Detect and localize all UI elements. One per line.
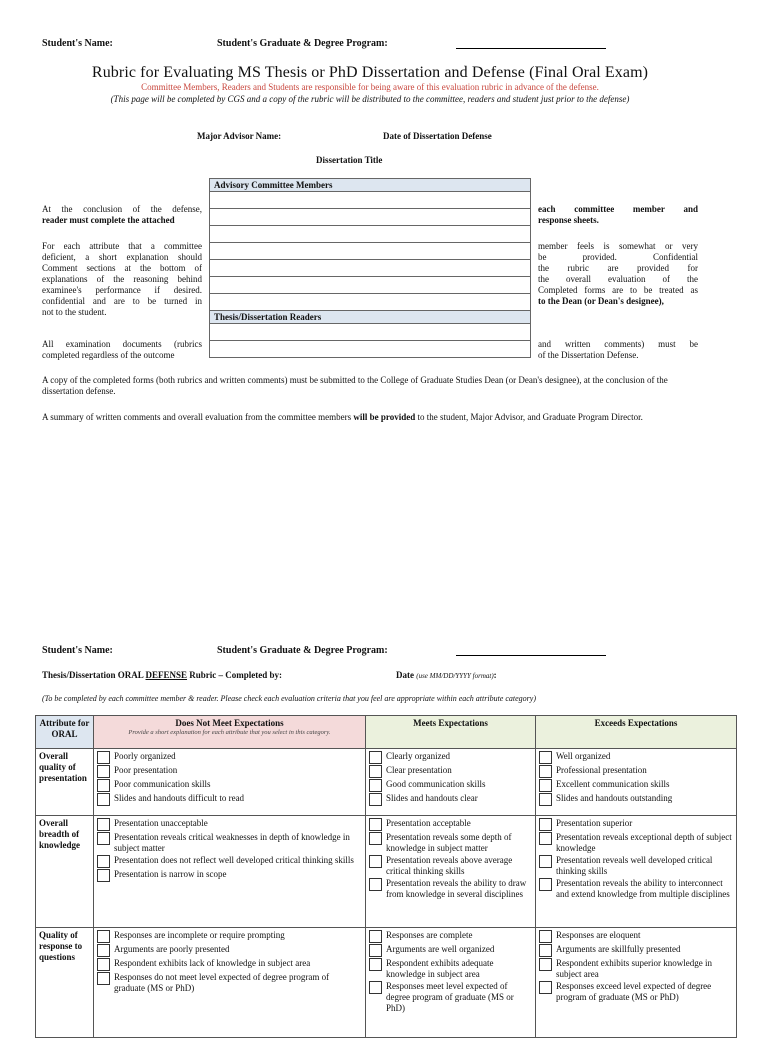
committee-member-field[interactable] xyxy=(210,294,531,311)
program-line[interactable] xyxy=(456,48,606,49)
criteria-label: Clearly organized xyxy=(386,751,451,761)
criteria-item xyxy=(369,981,532,1014)
criteria-checkbox[interactable] xyxy=(97,855,110,868)
criteria-item xyxy=(369,751,532,764)
criteria-label: Presentation reveals critical weaknesses in depth of knowledge in subject matter xyxy=(114,832,350,853)
committee-member-field[interactable] xyxy=(210,243,531,260)
criteria-label: Good communication skills xyxy=(386,779,486,789)
attribute-label: Overall quality of presentation xyxy=(36,749,94,816)
criteria-item xyxy=(369,818,532,831)
criteria-label: Responses are incomplete or require prompting xyxy=(114,930,285,940)
notice-red: Committee Members, Readers and Students are responsible for being aware of this evaluation rubric in advance of the defense. xyxy=(141,82,599,92)
rubric-cell-meets xyxy=(366,749,536,816)
criteria-label: Responses exceed level expected of degree program of graduate (MS or PhD) xyxy=(556,981,712,1002)
rubric-title: Thesis/Dissertation ORAL DEFENSE Rubric – Completed by: xyxy=(42,670,283,680)
criteria-item xyxy=(369,765,532,778)
defense-date-label: Date of Dissertation Defense xyxy=(383,131,492,141)
criteria-item xyxy=(97,779,362,792)
criteria-checkbox[interactable] xyxy=(539,855,552,868)
para-5: A summary of written comments and overall evaluation from the committee members will be provided to the student, Major Advisor, and Graduate Program Director. xyxy=(42,412,643,422)
committee-member-field[interactable] xyxy=(210,192,531,209)
criteria-checkbox[interactable] xyxy=(97,818,110,831)
rubric-cell-meets xyxy=(366,816,536,928)
criteria-checkbox[interactable] xyxy=(369,818,382,831)
committee-member-field[interactable] xyxy=(210,226,531,243)
criteria-item xyxy=(539,855,733,877)
rubric-row xyxy=(36,749,737,816)
criteria-item xyxy=(369,779,532,792)
header-does-not-meet: Does Not Meet Expectations Provide a short explanation for each attribute that you select in this category. xyxy=(94,716,366,749)
reader-field[interactable] xyxy=(210,324,531,341)
rubric-cell-dnm xyxy=(94,816,366,928)
committee-member-field[interactable] xyxy=(210,260,531,277)
right-para-1: each committee member and response sheets. xyxy=(538,204,698,225)
rubric-cell-exceeds xyxy=(536,928,737,1038)
committee-member-field[interactable] xyxy=(210,277,531,294)
criteria-label: Slides and handouts difficult to read xyxy=(114,793,245,803)
criteria-label: Poor presentation xyxy=(114,765,178,775)
criteria-label: Presentation reveals above average critical thinking skills xyxy=(386,855,513,876)
criteria-checkbox[interactable] xyxy=(539,832,552,845)
attribute-label: Overall breadth of knowledge xyxy=(36,816,94,928)
criteria-checkbox[interactable] xyxy=(97,958,110,971)
criteria-item xyxy=(369,855,532,877)
criteria-checkbox[interactable] xyxy=(97,751,110,764)
criteria-checkbox[interactable] xyxy=(539,930,552,943)
criteria-item xyxy=(97,944,362,957)
criteria-label: Presentation reveals some depth of knowledge in subject matter xyxy=(386,832,512,853)
criteria-label: Presentation unacceptable xyxy=(114,818,208,828)
criteria-label: Slides and handouts outstanding xyxy=(556,793,673,803)
criteria-label: Respondent exhibits adequate knowledge in subject area xyxy=(386,958,494,979)
reader-field[interactable] xyxy=(210,341,531,358)
criteria-label: Responses are eloquent xyxy=(556,930,641,940)
criteria-item xyxy=(539,930,733,943)
criteria-label: Responses are complete xyxy=(386,930,473,940)
criteria-label: Presentation is narrow in scope xyxy=(114,869,227,879)
committee-table xyxy=(209,178,531,358)
major-advisor-label: Major Advisor Name: xyxy=(197,131,282,141)
criteria-item xyxy=(369,832,532,854)
criteria-label: Responses meet level expected of degree program of graduate (MS or PhD) xyxy=(386,981,514,1013)
rubric-cell-exceeds xyxy=(536,816,737,928)
criteria-label: Presentation reveals the ability to draw from knowledge in several disciplines xyxy=(386,878,527,899)
criteria-checkbox[interactable] xyxy=(539,793,552,806)
student-name-label-2: Student's Name: xyxy=(42,645,113,656)
criteria-checkbox[interactable] xyxy=(97,944,110,957)
oral-rubric-table xyxy=(35,715,737,1038)
criteria-item xyxy=(539,751,733,764)
criteria-item xyxy=(369,958,532,980)
criteria-checkbox[interactable] xyxy=(539,818,552,831)
criteria-item xyxy=(539,944,733,957)
criteria-item xyxy=(369,793,532,806)
criteria-item xyxy=(97,751,362,764)
criteria-checkbox[interactable] xyxy=(369,855,382,868)
criteria-checkbox[interactable] xyxy=(97,972,110,985)
rubric-instructions: (To be completed by each committee member & reader. Please check each evaluation criteria that you feel are appropriate within each attribute category) xyxy=(42,694,537,703)
rubric-row xyxy=(36,928,737,1038)
criteria-label: Respondent exhibits lack of knowledge in subject area xyxy=(114,958,311,968)
criteria-label: Presentation does not reflect well developed critical thinking skills xyxy=(114,855,354,865)
criteria-checkbox[interactable] xyxy=(539,779,552,792)
advisory-header: Advisory Committee Members xyxy=(210,179,531,192)
criteria-item xyxy=(97,930,362,943)
criteria-label: Slides and handouts clear xyxy=(386,793,478,803)
header-meets: Meets Expectations xyxy=(366,716,536,749)
criteria-checkbox[interactable] xyxy=(369,765,382,778)
criteria-label: Presentation reveals well developed critical thinking skills xyxy=(556,855,713,876)
rubric-cell-dnm xyxy=(94,749,366,816)
rubric-cell-exceeds xyxy=(536,749,737,816)
criteria-item xyxy=(369,944,532,957)
criteria-item xyxy=(539,779,733,792)
criteria-item xyxy=(539,818,733,831)
criteria-checkbox[interactable] xyxy=(97,869,110,882)
criteria-label: Poorly organized xyxy=(114,751,176,761)
page-title: Rubric for Evaluating MS Thesis or PhD Dissertation and Defense (Final Oral Exam) xyxy=(91,64,649,81)
criteria-item xyxy=(97,855,362,868)
left-para-1: At the conclusion of the defense, reader must complete the attached xyxy=(42,204,202,225)
criteria-label: Poor communication skills xyxy=(114,779,211,789)
committee-member-field[interactable] xyxy=(210,209,531,226)
criteria-checkbox[interactable] xyxy=(539,751,552,764)
criteria-item xyxy=(539,958,733,980)
criteria-label: Presentation reveals the ability to interconnect and extend knowledge from multiple disciplines xyxy=(556,878,730,899)
criteria-label: Arguments are poorly presented xyxy=(114,944,230,954)
right-para-2: member feels is somewhat or very be provided. Confidential the rubric are provided for the overall evaluation of the Completed forms are to be treated as to the Dean (or Dean's designee), xyxy=(538,241,698,306)
criteria-label: Presentation superior xyxy=(556,818,633,828)
program-line-2[interactable] xyxy=(456,655,606,656)
criteria-label: Professional presentation xyxy=(556,765,647,775)
criteria-item xyxy=(97,869,362,882)
rubric-cell-meets xyxy=(366,928,536,1038)
criteria-checkbox[interactable] xyxy=(369,930,382,943)
program-label-2: Student's Graduate & Degree Program: xyxy=(217,645,388,656)
criteria-checkbox[interactable] xyxy=(369,944,382,957)
criteria-label: Responses do not meet level expected of degree program of graduate (MS or PhD) xyxy=(114,972,330,993)
criteria-item xyxy=(369,930,532,943)
criteria-label: Arguments are skillfully presented xyxy=(556,944,681,954)
criteria-checkbox[interactable] xyxy=(369,981,382,994)
criteria-label: Respondent exhibits superior knowledge in subject area xyxy=(556,958,712,979)
criteria-checkbox[interactable] xyxy=(539,958,552,971)
criteria-label: Clear presentation xyxy=(386,765,452,775)
criteria-checkbox[interactable] xyxy=(539,944,552,957)
program-label: Student's Graduate & Degree Program: xyxy=(217,38,388,49)
rubric-row xyxy=(36,816,737,928)
criteria-item xyxy=(97,793,362,806)
criteria-item xyxy=(539,981,733,1003)
criteria-checkbox[interactable] xyxy=(97,793,110,806)
criteria-checkbox[interactable] xyxy=(97,832,110,845)
criteria-checkbox[interactable] xyxy=(369,878,382,891)
criteria-item xyxy=(97,972,362,994)
criteria-checkbox[interactable] xyxy=(369,793,382,806)
criteria-label: Well organized xyxy=(556,751,611,761)
student-name-label: Student's Name: xyxy=(42,38,113,49)
criteria-label: Presentation reveals exceptional depth of subject knowledge xyxy=(556,832,732,853)
criteria-item xyxy=(539,765,733,778)
criteria-checkbox[interactable] xyxy=(539,878,552,891)
rubric-cell-dnm xyxy=(94,928,366,1038)
criteria-item xyxy=(97,832,362,854)
criteria-item xyxy=(97,958,362,971)
criteria-item xyxy=(97,818,362,831)
left-para-2: For each attribute that a committee deficient, a short explanation should Comment sections at the bottom of explanations of the reasoning behind examinee's performance if desired. confidential and are to be turned in not to the student. xyxy=(42,241,202,317)
criteria-checkbox[interactable] xyxy=(97,930,110,943)
para-4: A copy of the completed forms (both rubrics and written comments) must be submitted to the College of Graduate Studies Dean (or Dean's designee), at the conclusion of the dissertation defense. xyxy=(42,375,668,396)
criteria-label: Excellent communication skills xyxy=(556,779,670,789)
date-label: Date (use MM/DD/YYYY format): xyxy=(396,670,497,680)
header-attribute: Attribute for ORAL xyxy=(36,716,94,749)
attribute-label: Quality of response to questions xyxy=(36,928,94,1038)
criteria-item xyxy=(97,765,362,778)
criteria-checkbox[interactable] xyxy=(369,751,382,764)
notice-italic: (This page will be completed by CGS and a copy of the rubric will be distributed to the committee, readers and student just prior to the defense) xyxy=(110,94,630,104)
criteria-checkbox[interactable] xyxy=(539,981,552,994)
criteria-item xyxy=(539,878,733,900)
criteria-label: Presentation acceptable xyxy=(386,818,471,828)
header-exceeds: Exceeds Expectations xyxy=(536,716,737,749)
criteria-label: Arguments are well organized xyxy=(386,944,495,954)
criteria-checkbox[interactable] xyxy=(539,765,552,778)
criteria-item xyxy=(539,793,733,806)
dissertation-title-label: Dissertation Title xyxy=(316,155,383,165)
criteria-checkbox[interactable] xyxy=(97,779,110,792)
criteria-item xyxy=(369,878,532,900)
criteria-item xyxy=(539,832,733,854)
readers-header: Thesis/Dissertation Readers xyxy=(210,311,531,324)
criteria-checkbox[interactable] xyxy=(369,958,382,971)
criteria-checkbox[interactable] xyxy=(369,832,382,845)
right-para-3: and written comments) must be of the Dissertation Defense. xyxy=(538,339,698,360)
criteria-checkbox[interactable] xyxy=(97,765,110,778)
criteria-checkbox[interactable] xyxy=(369,779,382,792)
left-para-3: All examination documents (rubrics completed regardless of the outcome xyxy=(42,339,202,360)
